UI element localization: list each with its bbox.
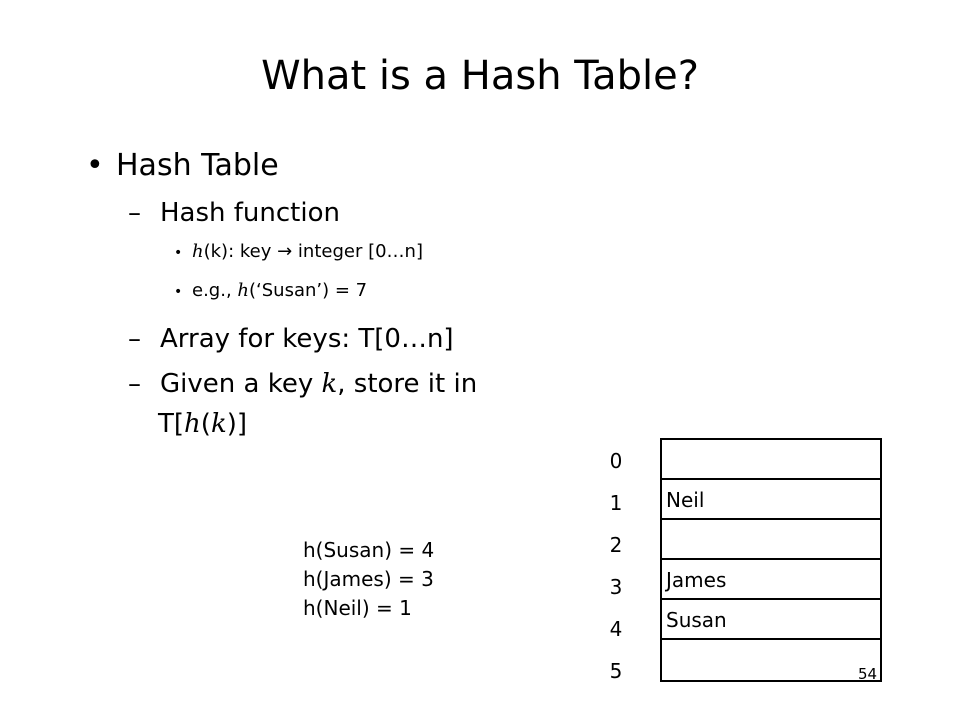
dash-marker: – — [128, 369, 141, 399]
table-index-4: 4 — [609, 617, 623, 641]
sub-sub-bullet-2 — [174, 277, 367, 305]
table-index-0: 0 — [609, 449, 623, 473]
hash-value-susan: h(Susan) = 4 — [303, 538, 435, 562]
h-symbol: h — [237, 280, 249, 301]
table-index-2: 2 — [609, 533, 623, 557]
h-symbol: h — [192, 241, 204, 262]
bullet-dot: • — [174, 245, 183, 261]
k-symbol: k — [210, 409, 227, 439]
table-cell — [662, 440, 880, 480]
bullet-dot: • — [86, 148, 104, 183]
slide-title: What is a Hash Table? — [261, 53, 699, 99]
bullet-hash-table — [86, 146, 279, 186]
table-cell: James — [662, 560, 880, 600]
hash-value-james: h(James) = 3 — [303, 567, 434, 591]
hash-table-array — [660, 438, 882, 682]
sub-sub-bullet-text — [192, 241, 423, 262]
dash-marker: – — [128, 324, 141, 354]
sub-sub-bullet-1 — [174, 238, 423, 266]
sub-sub-bullet-text — [192, 280, 367, 301]
sub-bullet-array — [128, 321, 454, 357]
hash-values-list — [303, 536, 434, 623]
bullet-text: Hash Table — [116, 148, 279, 183]
table-cell — [662, 640, 880, 680]
sub-bullet-given-key-line2 — [158, 406, 247, 442]
h-symbol: h — [184, 409, 201, 439]
table-cell: Susan — [662, 600, 880, 640]
text-c: )] — [226, 409, 247, 439]
text-prefix: e.g., — [192, 280, 238, 301]
table-index-3: 3 — [609, 575, 623, 599]
text-tail: integer [0…n] — [292, 241, 423, 262]
dash-marker: – — [128, 198, 141, 228]
text-b: ( — [200, 409, 211, 439]
text-a: T[ — [158, 409, 185, 439]
sub-bullet-hash-function — [128, 195, 340, 231]
text-rest: (k): key — [203, 241, 278, 262]
table-cell — [662, 520, 880, 560]
sub-bullet-text: Array for keys: T[0…n] — [160, 324, 454, 354]
k-symbol: k — [321, 369, 338, 399]
table-index-5: 5 — [609, 659, 623, 683]
hash-value-neil: h(Neil) = 1 — [303, 596, 412, 620]
bullet-dot: • — [174, 284, 183, 300]
text-rest: (‘Susan’) = 7 — [248, 280, 368, 301]
table-cell: Neil — [662, 480, 880, 520]
sub-bullet-text — [160, 369, 477, 399]
text-part1: Given a key — [160, 369, 322, 399]
page-number: 54 — [858, 665, 878, 683]
text-part2: , store it in — [337, 369, 478, 399]
table-index-1: 1 — [609, 491, 623, 515]
right-arrow-icon: → — [277, 241, 293, 262]
sub-bullet-text: Hash function — [160, 198, 340, 228]
sub-bullet-given-key — [128, 366, 477, 402]
